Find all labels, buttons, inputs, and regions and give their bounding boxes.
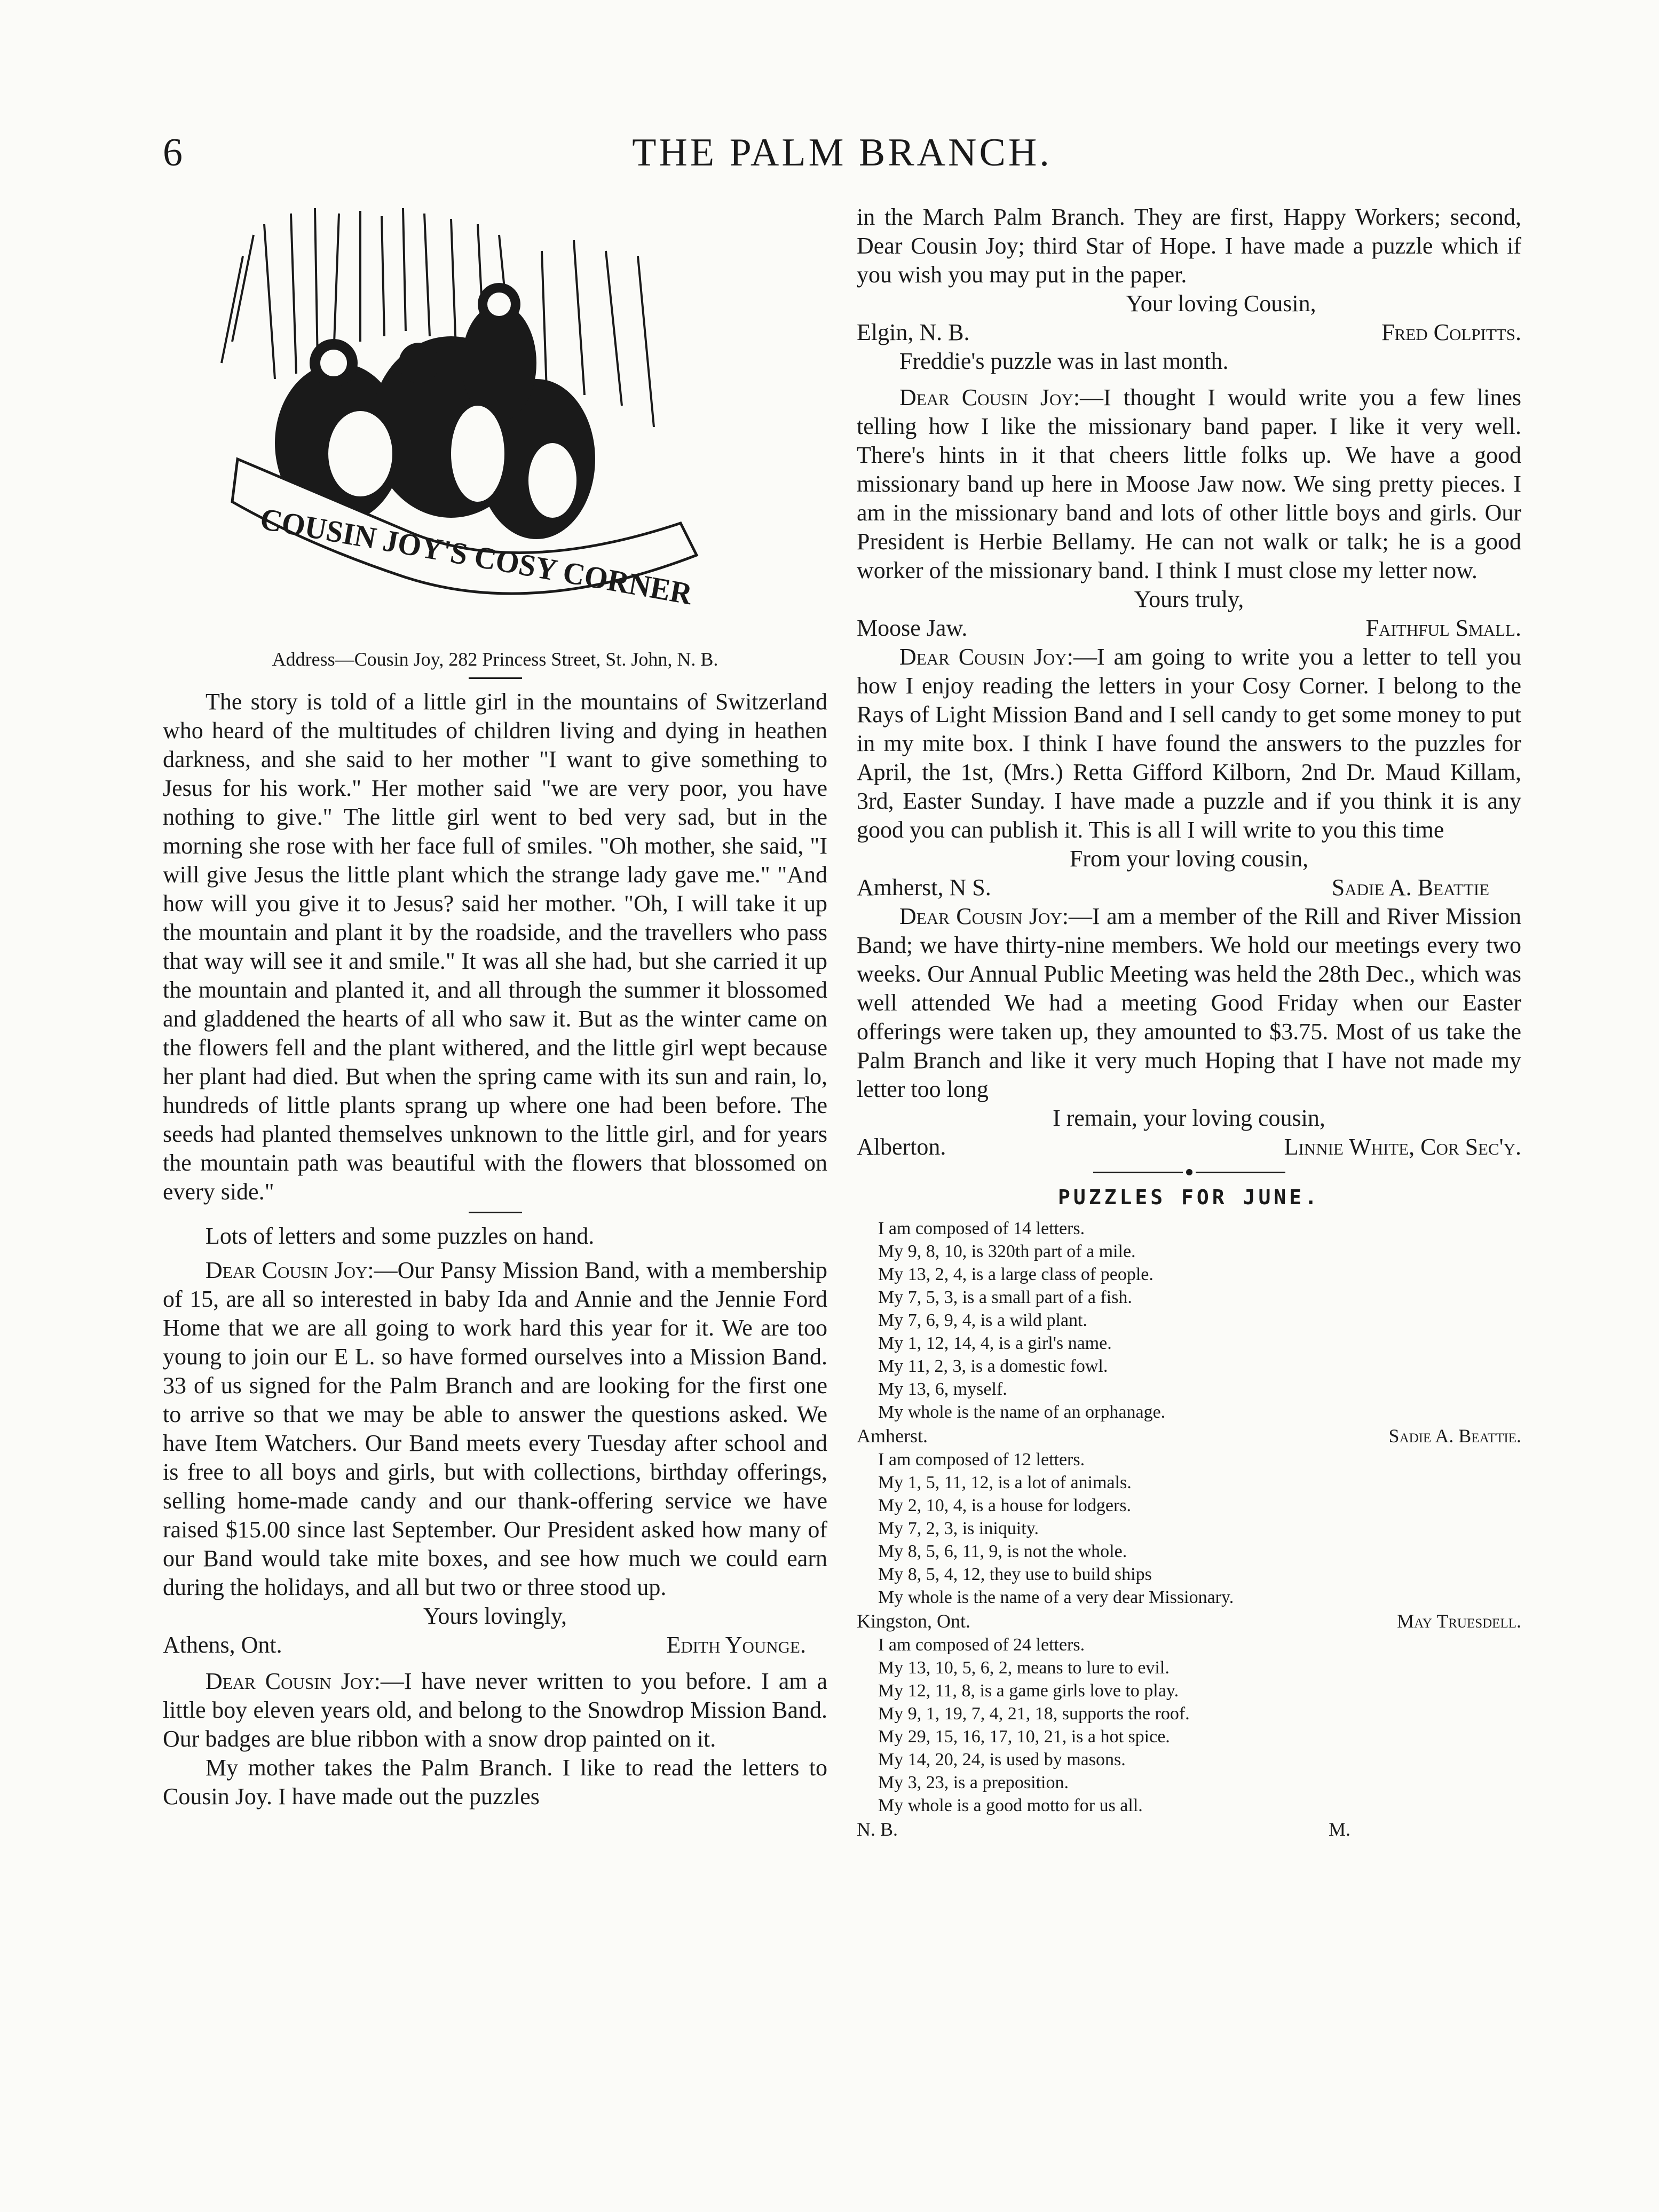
letter-4-signature: Sadie A. Beattie (1331, 874, 1489, 900)
letter-1-signature: Edith Younge. (666, 1632, 806, 1658)
letter-5-body: Dear Cousin Joy:—I am a member of the Rill and River Mission Band; we have thirty-nine members. We hold our meetings every two weeks. Our Annual Public Meeting was held the 28th Dec., which was well attended We had a meeting Good Friday when our Easter offerings were taken up, they amounted to $3.75. Most of us take the Palm Branch and like it very much Hoping that I have not made my letter too long (857, 903, 1521, 1102)
puzzle-line: My 13, 2, 4, is a large class of people. (878, 1265, 1154, 1284)
salutation: Dear Cousin Joy (899, 903, 1062, 929)
puzzle-place: Amherst. (857, 1425, 928, 1447)
puzzle-line: My 2, 10, 4, is a house for lodgers. (878, 1496, 1132, 1515)
puzzle-line: My 3, 23, is a preposition. (878, 1773, 1069, 1792)
puzzle-line: My 7, 2, 3, is iniquity. (878, 1519, 1039, 1538)
letter-4-closing: From your loving cousin, (1069, 846, 1309, 872)
right-column (857, 203, 1521, 1842)
letter-3-body: Dear Cousin Joy:—I thought I would write you a few lines telling how I like the missionary band paper. I like it very well. There's hints in it that cheers little folks up. We have a good missionary band up here in Moose Jaw now. We sing pretty pieces. I am in the missionary band and lots of other little boys and girls. Our President is Herbie Bellamy. He can not walk or talk; he is a good worker of the missionary band. I think I must close my letter now. (857, 384, 1521, 583)
puzzle-line: My 1, 12, 14, 4, is a girl's name. (878, 1333, 1112, 1353)
salutation: Dear Cousin Joy (899, 644, 1067, 670)
letter-2-signature: Fred Colpitts. (1381, 319, 1521, 345)
letter-5-place: Alberton. (857, 1134, 946, 1160)
page-title: THE PALM BRANCH. (632, 131, 1052, 175)
puzzle-line: My 7, 6, 9, 4, is a wild plant. (878, 1310, 1087, 1330)
puzzle-line: My whole is the name of a very dear Missionary. (878, 1587, 1234, 1607)
puzzle-signature-line (857, 1609, 1521, 1633)
letter-4-place: Amherst, N S. (857, 874, 991, 900)
letter-2-signature-line (857, 318, 1521, 347)
puzzle-author: May Truesdell. (1397, 1610, 1521, 1632)
letter-4-signature-line (857, 873, 1521, 902)
letter-3-place: Moose Jaw. (857, 615, 968, 641)
puzzle-line: My 1, 5, 11, 12, is a lot of animals. (878, 1473, 1132, 1492)
puzzle-signature-line (857, 1817, 1521, 1842)
puzzle-line: My 8, 5, 4, 12, they use to build ships (878, 1565, 1152, 1584)
puzzle-line: My 11, 2, 3, is a domestic fowl. (878, 1356, 1108, 1376)
address-caption: Address—Cousin Joy, 282 Princess Street, St. John, N. B. (272, 649, 718, 670)
puzzle-lines (878, 1448, 1521, 1609)
puzzle-lines (878, 1633, 1521, 1817)
puzzle-author: Sadie A. Beattie. (1388, 1425, 1521, 1447)
letter-2-body-continued: My mother takes the Palm Branch. I like to read the letters to Cousin Joy. I have made out the puzzles (163, 1755, 827, 1810)
puzzle-line: My 13, 10, 5, 6, 2, means to lure to evil. (878, 1658, 1170, 1678)
letter-3-signature-line (857, 614, 1521, 643)
letter-5-closing: I remain, your loving cousin, (1053, 1105, 1325, 1131)
story-paragraph: The story is told of a little girl in the mountains of Switzerland who heard of the multitudes of children living and dying in heathen darkness, and she said to her mother "I want to give something to Jesus for his work." Her mother said "we are very poor, you have nothing to give." The little girl went to bed very sad, but in the morning she rose with her face full of smiles. "Oh mother, she said, "I will give Jesus the little plant which the strange lady gave me." "And how will you give it to Jesus? said her mother. "Oh, I will take it up the mountain and plant it by the roadside, and the travellers who pass that way will see it and smile." It was all she had, but she carried it up the mountain and planted it, and all through the summer it blossomed and gladdened the hearts of all who saw it. But as the winter came on the flowers fell and the plant withered, and the little girl wept because her plant had died. But when the spring came with its sun and rain, lo, hundreds of little plants sprang up where one had been before. The seeds had planted themselves unknown to the little girl, and for years the mountain path was beautiful with the flowers that blossomed on every side." (163, 689, 827, 1205)
puzzle-group-2 (857, 1448, 1521, 1633)
divider (469, 1212, 522, 1213)
page-number: 6 (163, 131, 183, 175)
puzzle-group-1 (857, 1217, 1521, 1448)
letter-4-body: Dear Cousin Joy:—I am going to write you a letter to tell you how I enjoy reading the letters in your Cosy Corner. I belong to the Rays of Light Mission Band and I sell candy to get some money to put in my mite box. I think I have found the answers to the puzzles for April, the 1st, (Mrs.) Retta Gifford Kilborn, 2nd Dr. Maud Killam, 3rd, Easter Sunday. I have made a puzzle and if you think it is any good you can publish it. This is all I will write to you this time (857, 644, 1522, 843)
letter-1-closing: Yours lovingly, (423, 1603, 567, 1629)
puzzle-line: I am composed of 24 letters. (878, 1635, 1085, 1655)
puzzle-line: My whole is a good motto for us all. (878, 1796, 1143, 1815)
letter-5-signature-line (857, 1133, 1521, 1162)
puzzle-signature-line (857, 1424, 1521, 1448)
salutation: Dear Cousin Joy (206, 1668, 374, 1694)
puzzle-line: My 8, 5, 6, 11, 9, is not the whole. (878, 1542, 1127, 1561)
letter-3-signature: Faithful Small. (1365, 615, 1521, 641)
puzzle-author: M. (1328, 1819, 1350, 1840)
salutation: Dear Cousin Joy (899, 384, 1073, 410)
puzzle-line: My 9, 8, 10, is 320th part of a mile. (878, 1242, 1136, 1261)
letter-2-closing: Your loving Cousin, (1126, 290, 1316, 317)
puzzles-title: PUZZLES FOR JUNE. (1058, 1186, 1320, 1209)
ornamental-divider (1093, 1169, 1285, 1175)
puzzle-line: My 9, 1, 19, 7, 4, 21, 18, supports the roof. (878, 1704, 1190, 1724)
letter-5-signature: Linnie White, Cor Sec'y. (1284, 1134, 1521, 1160)
letter-1-place: Athens, Ont. (163, 1632, 282, 1658)
puzzle-line: I am composed of 14 letters. (878, 1219, 1085, 1238)
letter-3-closing: Yours truly, (1134, 586, 1244, 612)
letter-1-body: Dear Cousin Joy:—Our Pansy Mission Band, with a membership of 15, are all so interested in baby Ida and Annie and the Jennie Ford Home that we are all going to work hard this year for it. We are too young to join our E L. so have formed ourselves into a Mission Band. 33 of us signed for the Palm Branch and are looking for the first one to arrive so that we may be able to answer the questions asked. We have Item Watchers. Our Band meets every Tuesday after school and is free to all boys and girls, but with collections, birthday offerings, selling home-made candy and our thank-offering service we have raised $15.00 since last September. Our President asked how many of our Band would take mite boxes, and see how much we could earn during the holidays, and all but two or three stood up. (163, 1257, 827, 1600)
cosy-corner-illustration (200, 203, 739, 635)
left-column (163, 203, 827, 1811)
puzzle-group-3 (857, 1633, 1521, 1842)
puzzle-lines (878, 1217, 1521, 1424)
puzzle-place: Kingston, Ont. (857, 1610, 971, 1632)
puzzle-line: My whole is the name of an orphanage. (878, 1402, 1166, 1422)
puzzle-line: My 12, 11, 8, is a game girls love to play. (878, 1681, 1179, 1701)
puzzle-line: My 14, 20, 24, is used by masons. (878, 1750, 1126, 1769)
salutation: Dear Cousin Joy (206, 1257, 368, 1283)
letter-2-body-right: in the March Palm Branch. They are first, Happy Workers; second, Dear Cousin Joy; third Star of Hope. I have made a puzzle which if you wish you may put in the paper. (857, 204, 1521, 288)
puzzle-line: My 13, 6, myself. (878, 1379, 1007, 1399)
notice: Lots of letters and some puzzles on hand. (206, 1223, 595, 1249)
puzzle-line: My 29, 15, 16, 17, 10, 21, is a hot spice. (878, 1727, 1170, 1747)
divider (469, 677, 522, 679)
letter-2-note: Freddie's puzzle was in last month. (899, 348, 1229, 374)
letter-2-place: Elgin, N. B. (857, 319, 970, 345)
letter-1-signature-line (163, 1631, 827, 1660)
page-header (163, 126, 1521, 185)
letter-2-body: Dear Cousin Joy:—I have never written to you before. I am a little boy eleven years old, and belong to the Snowdrop Mission Band. Our badges are blue ribbon with a snow drop painted on it. (163, 1668, 827, 1752)
puzzle-line: I am composed of 12 letters. (878, 1450, 1085, 1470)
puzzle-line: My 7, 5, 3, is a small part of a fish. (878, 1287, 1132, 1307)
banner-text: COUSIN JOY'S COSY CORNER (257, 501, 708, 614)
puzzle-place: N. B. (857, 1819, 898, 1840)
